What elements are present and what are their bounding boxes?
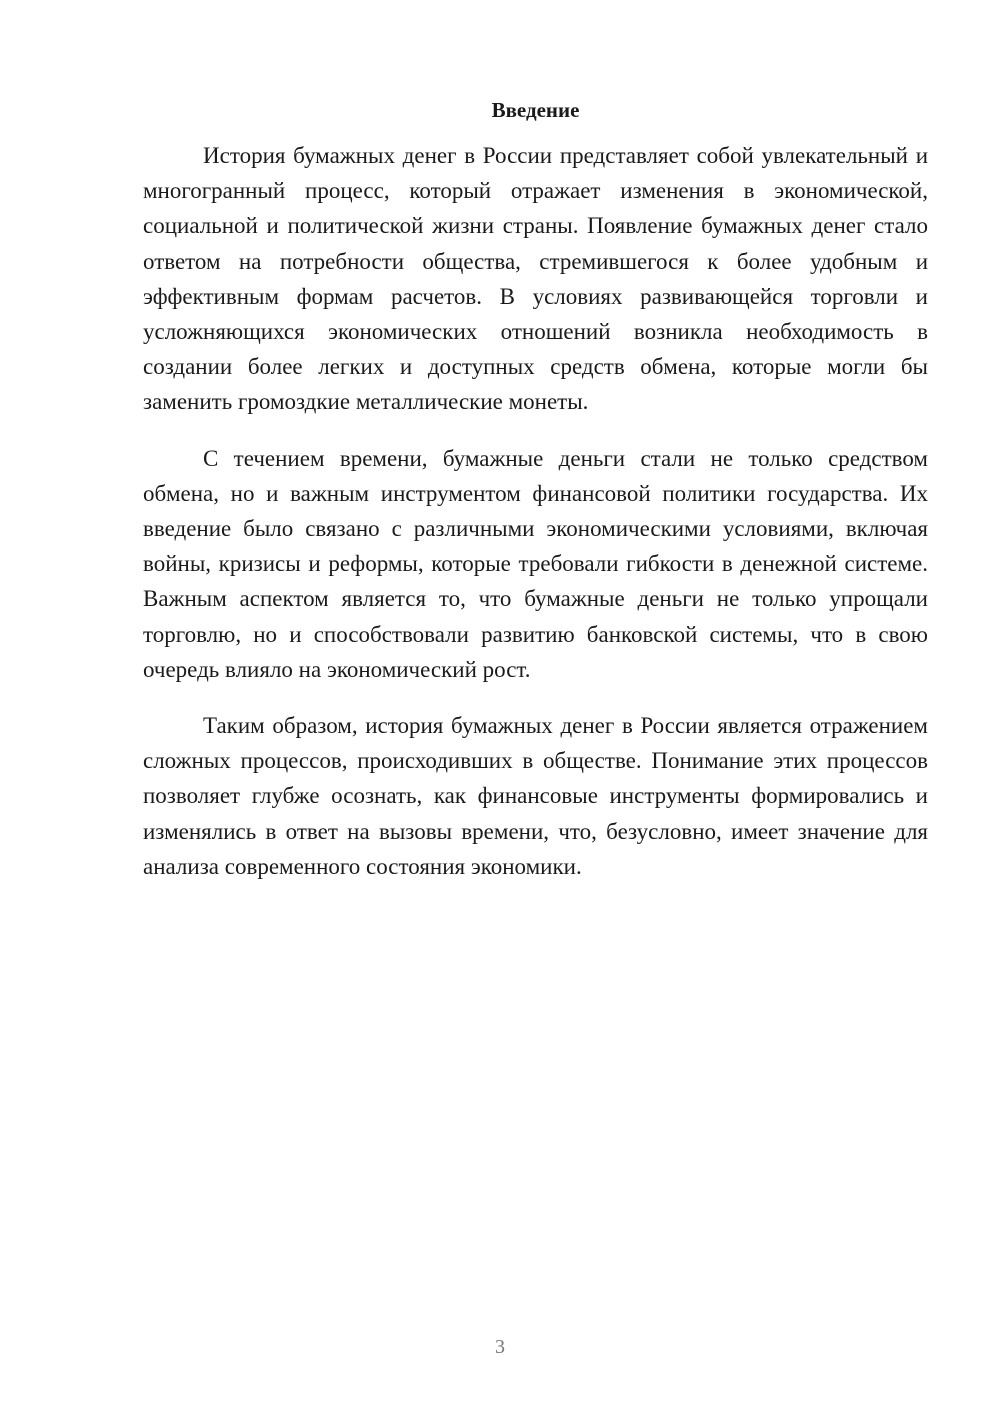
- paragraph-2: С течением времени, бумажные деньги стали не только средством обмена, но и важным инструментом финансовой политики государства. Их введение было связано с различными экономическими условиями, включая войны, кризисы и реформы, которые требовали гибкости в денежной системе. Важным аспектом является то, что бумажные деньги не только упрощали торговлю, но и способствовали развитию банковской системы, что в свою очередь влияло на экономический рост.: [143, 445, 928, 682]
- page-number: 3: [495, 1336, 505, 1358]
- page-content: [143, 94, 928, 905]
- paragraph-1: История бумажных денег в России представляет собой увлекательный и многогранный процесс, который отражает изменения в экономической, социальной и политической жизни страны. Появление бумажных денег стало ответом на потребности общества, стремившегося к более удобным и эффективным формам расчетов. В условиях развивающейся торговли и усложняющихся экономических отношений возникла необходимость в создании более легких и доступных средств обмена, которые могли бы заменить громоздкие металлические монеты.: [143, 143, 928, 415]
- section-heading: Введение: [491, 98, 580, 122]
- paragraph-3: Таким образом, история бумажных денег в России является отражением сложных процессов, происходивших в обществе. Понимание этих процессов позволяет глубже осознать, как финансовые инструменты формировались и изменялись в ответ на вызовы времени, что, безусловно, имеет значение для анализа современного состояния экономики.: [143, 713, 928, 879]
